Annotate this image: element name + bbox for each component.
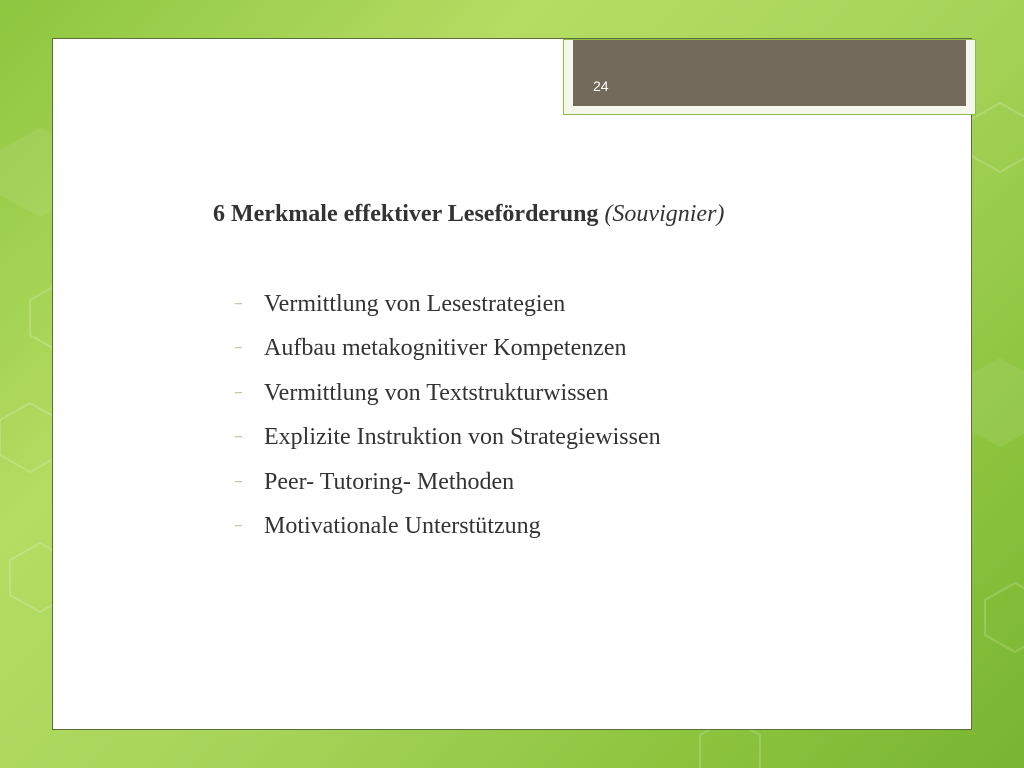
list-item <box>235 371 835 415</box>
slide-number: 24 <box>593 78 609 94</box>
dash-icon: – <box>235 340 242 356</box>
list-item-text: Explizite Instruktion von Strategiewissen <box>264 424 661 451</box>
dash-icon: – <box>235 296 242 311</box>
list-item <box>235 415 835 459</box>
slide-content <box>213 196 913 540</box>
list-item-text: Aufbau metakognitiver Kompetenzen <box>264 335 627 362</box>
list-item <box>235 460 835 504</box>
slide-number-tab <box>563 39 976 115</box>
heading-source: (Souvignier) <box>604 201 725 227</box>
bullet-list <box>235 282 835 548</box>
dash-icon: – <box>235 429 242 445</box>
list-item <box>235 326 835 370</box>
list-item-text: Vermittlung von Lesestrategien <box>264 291 566 317</box>
dash-icon: – <box>235 384 242 400</box>
dash-icon: – <box>235 473 242 489</box>
dash-icon: – <box>235 518 242 534</box>
list-item-text: Peer- Tutoring- Methoden <box>264 468 515 495</box>
slide-number-bar <box>573 40 966 106</box>
list-item <box>235 504 835 548</box>
slide-heading <box>213 196 913 232</box>
list-item-text: Vermittlung von Textstrukturwissen <box>264 379 609 406</box>
list-item <box>235 282 835 326</box>
list-item-text: Motivationale Unterstützung <box>264 513 541 540</box>
heading-main: 6 Merkmale effektiver Leseförderung <box>213 201 599 227</box>
